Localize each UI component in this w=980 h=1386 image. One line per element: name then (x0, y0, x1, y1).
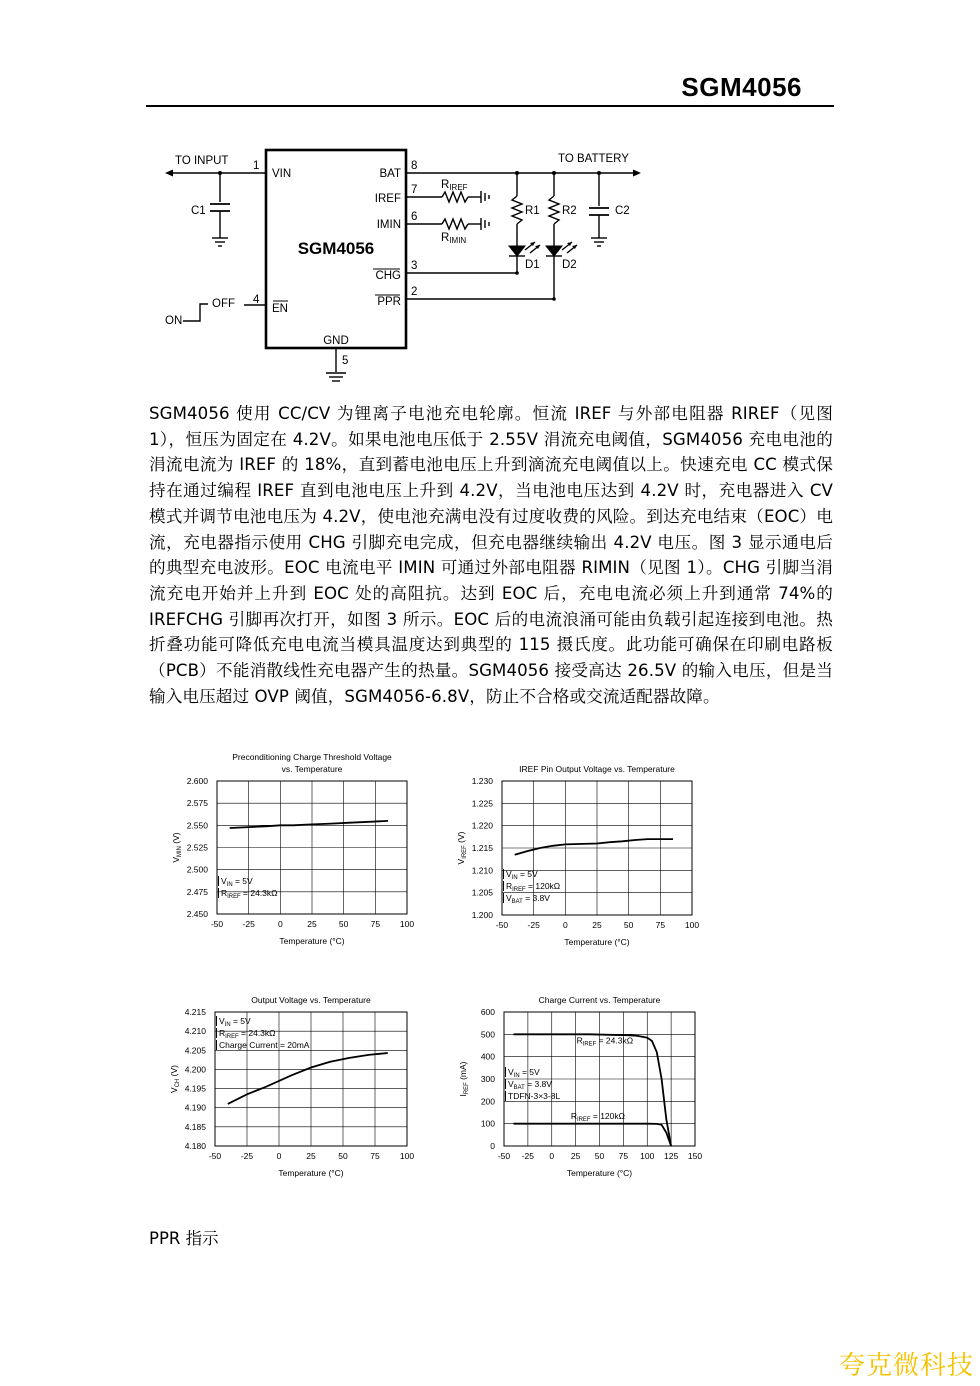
chart-iref-output-voltage (452, 748, 717, 958)
y-tick-label: 2.575 (186, 798, 208, 809)
x-tick-label: 100 (684, 920, 700, 930)
y-tick-label: 1.210 (471, 865, 493, 876)
chart-annotation: $R_{IREF} = 24.3k\Omega$ (219, 1028, 276, 1040)
annotation-marker (216, 1040, 217, 1050)
pin-number: 4 (253, 294, 260, 306)
series-label: $R_{IREF} = 120k\Omega$ (570, 1110, 626, 1123)
chart-annotation: $V_{IN} = 5V$ (219, 1016, 251, 1028)
y-tick-label: 2.475 (186, 886, 208, 897)
x-tick-label: 100 (640, 1151, 655, 1161)
chart-title: IREF Pin Output Voltage vs. Temperature (519, 764, 675, 774)
pin-label: CHG (375, 270, 401, 282)
label-off: OFF (212, 298, 235, 310)
y-tick-label: 2.550 (186, 820, 208, 831)
y-axis-label (458, 1061, 470, 1096)
x-tick-label: -25 (527, 920, 540, 930)
x-tick-label: 25 (592, 920, 602, 930)
series-line-0 (515, 839, 673, 855)
pin-number: 2 (411, 286, 418, 298)
y-tick-label: 200 (480, 1096, 495, 1107)
y-tick-label: 4.200 (184, 1064, 206, 1075)
chart-annotation: $V_{BAT} = 3.8V$ (506, 893, 550, 905)
label-d1: D1 (525, 259, 540, 271)
pin-label: IMIN (376, 219, 401, 231)
chart-output-voltage (160, 988, 425, 1188)
y-tick-label: 100 (480, 1118, 495, 1129)
annotation-marker (503, 881, 504, 891)
series-line-0 (230, 821, 388, 828)
x-tick-label: -50 (497, 1151, 511, 1161)
label-to-battery: TO BATTERY (558, 153, 629, 165)
series-label: $R_{IREF} = 24.3k\Omega$ (576, 1035, 634, 1048)
label-c2: C2 (615, 205, 630, 217)
x-tick-label: 0 (549, 1151, 555, 1161)
chart-annotation: $R_{IREF} = 24.3k\Omega$ (221, 888, 278, 900)
y-axis-label-text: $I_{REF}$ (mA) (458, 1061, 470, 1097)
label-d2: D2 (562, 259, 577, 271)
y-tick-label: 4.215 (184, 1007, 206, 1017)
watermark: 夸克微科技 (838, 1351, 974, 1381)
x-tick-label: 0 (562, 920, 568, 930)
x-tick-label: 125 (664, 1151, 679, 1161)
label-to-input: TO INPUT (175, 155, 229, 167)
x-tick-label: 100 (399, 1151, 415, 1161)
annotation-marker (503, 893, 504, 903)
y-tick-label: 300 (480, 1074, 495, 1084)
chart-preconditioning-threshold (160, 748, 425, 958)
y-tick-label: 0 (490, 1141, 495, 1151)
x-tick-label: 25 (570, 1151, 581, 1161)
x-tick-label: 0 (276, 1151, 282, 1161)
x-tick-label: -25 (521, 1151, 535, 1161)
x-tick-label: -25 (242, 919, 255, 929)
y-tick-label: 4.185 (184, 1121, 206, 1132)
pin-label: BAT (379, 168, 401, 180)
x-tick-label: 75 (655, 920, 666, 930)
series-line-0 (228, 1053, 388, 1104)
annotation-marker (505, 1067, 506, 1077)
pin-label: VIN (272, 168, 292, 180)
annotation-marker (503, 869, 504, 879)
annotation-marker (505, 1079, 506, 1089)
pin-label: EN (272, 303, 288, 315)
annotation-marker (216, 1028, 217, 1038)
pin-number: 6 (411, 211, 418, 223)
annotation-marker (218, 888, 219, 898)
chart-annotation: $R_{IREF} = 120k\Omega$ (506, 881, 561, 893)
document-header-title: SGM4056 (681, 72, 802, 102)
y-tick-label: 1.205 (471, 887, 493, 898)
x-tick-label: 75 (370, 1151, 380, 1161)
x-tick-label: 100 (399, 919, 415, 929)
y-tick-label: 400 (480, 1051, 495, 1062)
chart-annotation: Charge Current = 20mA (219, 1040, 310, 1050)
chart-title: Output Voltage vs. Temperature (251, 995, 371, 1005)
x-tick-label: 50 (623, 920, 634, 930)
chart-annotation: TDFN-3×3-8L (508, 1091, 561, 1101)
description-paragraph: SGM4056 使用 CC/CV 为锂离子电池充电轮廓。恒流 IREF 与外部电阻器 RIREF（见图 1），恒压为固定在 4.2V。如果电池电压低于 2.55V 涓流充电阈值，SGM4056 充电电池的涓流电流为 IREF 的 18%，直到蓄电池电压上升到滴流充电阈值以上。快速充电 CC 模式保持在通过编程 IREF 直到电池电压上升到 4.2V，当电池电压达到 4.2V 时，充电器进入 CV 模式并调节电池电压为 4.2V，使电池充满电没有过度收费的风险。到达充电结束（EOC）电流，充电器指示使用 CHG 引脚充电完成，但充电器继续输出 4.2V 电压。图 3 显示通电后的典型充电波形。EOC 电流电平 IMIN 可通过外部电阻器 RIMIN（见图 1）。CHG 引脚当涓流充电开始并上升到 EOC 处的高阻抗。达到 EOC 后，充电电流必须上升到通常 74%的 IREFCHG 引脚再次打开，如图 3 所示。EOC 后的电流浪涌可能由负载引起连接到电池。热折叠功能可降低充电电流当模具温度达到典型的 115 摄氏度。此功能可确保在印刷电路板（PCB）不能消散线性充电器产生的热量。SGM4056 接受高达 26.5V 的输入电压，但是当输入电压超过 OVP 阈值，SGM4056-6.8V，防止不合格或交流适配器故障。 (149, 404, 833, 706)
pin-label: GND (323, 335, 349, 347)
x-tick-label: -25 (240, 1151, 254, 1161)
pin-number: 7 (411, 184, 418, 196)
chart-annotation: $V_{IN} = 5V$ (506, 869, 538, 881)
label-r1: R1 (525, 205, 540, 217)
x-tick-label: -50 (208, 1151, 222, 1161)
y-tick-label: 2.600 (186, 776, 208, 786)
y-tick-label: 4.195 (184, 1083, 206, 1094)
annotation-marker (505, 1091, 506, 1101)
header-rule (146, 105, 834, 107)
x-tick-label: -50 (210, 919, 224, 929)
x-tick-label: 25 (307, 919, 317, 929)
chart-annotation: $V_{IN} = 5V$ (221, 876, 253, 888)
y-tick-label: 2.525 (186, 842, 208, 853)
y-axis-label-text: $V_{CH}$ (V) (169, 1065, 181, 1093)
y-tick-label: 1.225 (471, 798, 493, 809)
x-tick-label: -50 (495, 920, 509, 930)
pin-label: IREF (374, 193, 401, 205)
x-tick-label: 50 (338, 919, 349, 929)
y-tick-label: 1.220 (471, 820, 493, 831)
x-tick-label: 50 (338, 1151, 348, 1161)
chip-name: SGM4056 (297, 239, 375, 258)
y-tick-label: 4.205 (184, 1045, 206, 1056)
x-axis-label: Temperature (°C) (566, 1168, 633, 1178)
x-axis-label: Temperature (°C) (279, 936, 345, 946)
label-r2: R2 (562, 205, 577, 217)
x-tick-label: 25 (306, 1151, 316, 1161)
x-tick-label: 75 (370, 919, 381, 929)
chart-annotation: $V_{IN} = 5V$ (508, 1067, 540, 1079)
y-tick-label: 1.200 (471, 910, 493, 920)
y-tick-label: 2.500 (186, 864, 208, 875)
chart-title: Preconditioning Charge Threshold Voltage (232, 752, 392, 762)
annotation-marker (216, 1016, 217, 1026)
x-tick-label: 75 (618, 1151, 629, 1161)
y-axis-label (169, 1065, 181, 1093)
annotation-marker (218, 876, 219, 886)
section-caption: PPR 指示 (149, 1229, 219, 1248)
x-tick-label: 0 (277, 919, 283, 929)
chart-charge-current (452, 988, 717, 1188)
chart-annotation: $V_{BAT} = 3.8V$ (508, 1079, 552, 1091)
label-rimin: RIMIN (441, 232, 467, 245)
y-tick-label: 2.450 (186, 909, 208, 919)
pin-number: 5 (342, 355, 349, 367)
x-axis-label: Temperature (°C) (278, 1168, 344, 1178)
y-axis-label-text: $V_{IREF}$ (V) (456, 831, 468, 865)
y-tick-label: 600 (480, 1007, 495, 1017)
y-tick-label: 4.210 (184, 1026, 206, 1037)
pin-label: PPR (377, 296, 401, 308)
y-axis-label-text: $V_{MIN}$ (V) (171, 832, 183, 863)
label-c1: C1 (191, 205, 206, 217)
y-tick-label: 4.180 (184, 1141, 206, 1151)
y-tick-label: 4.190 (184, 1102, 206, 1113)
pin-number: 8 (411, 160, 418, 172)
x-tick-label: 150 (687, 1151, 703, 1161)
label-on: ON (165, 315, 183, 327)
chart-title: Charge Current vs. Temperature (538, 995, 661, 1005)
y-tick-label: 1.230 (471, 776, 493, 786)
y-tick-label: 500 (480, 1029, 495, 1040)
x-tick-label: 50 (594, 1151, 605, 1161)
y-axis-label (171, 832, 183, 862)
y-axis-label (456, 831, 468, 864)
application-circuit-schematic (155, 140, 655, 390)
chart-subtitle: vs. Temperature (281, 764, 343, 774)
x-axis-label: Temperature (°C) (564, 937, 630, 947)
label-riref: RIREF (441, 179, 468, 192)
y-tick-label: 1.215 (471, 843, 493, 853)
pin-number: 3 (411, 260, 418, 272)
pin-number: 1 (253, 160, 260, 172)
